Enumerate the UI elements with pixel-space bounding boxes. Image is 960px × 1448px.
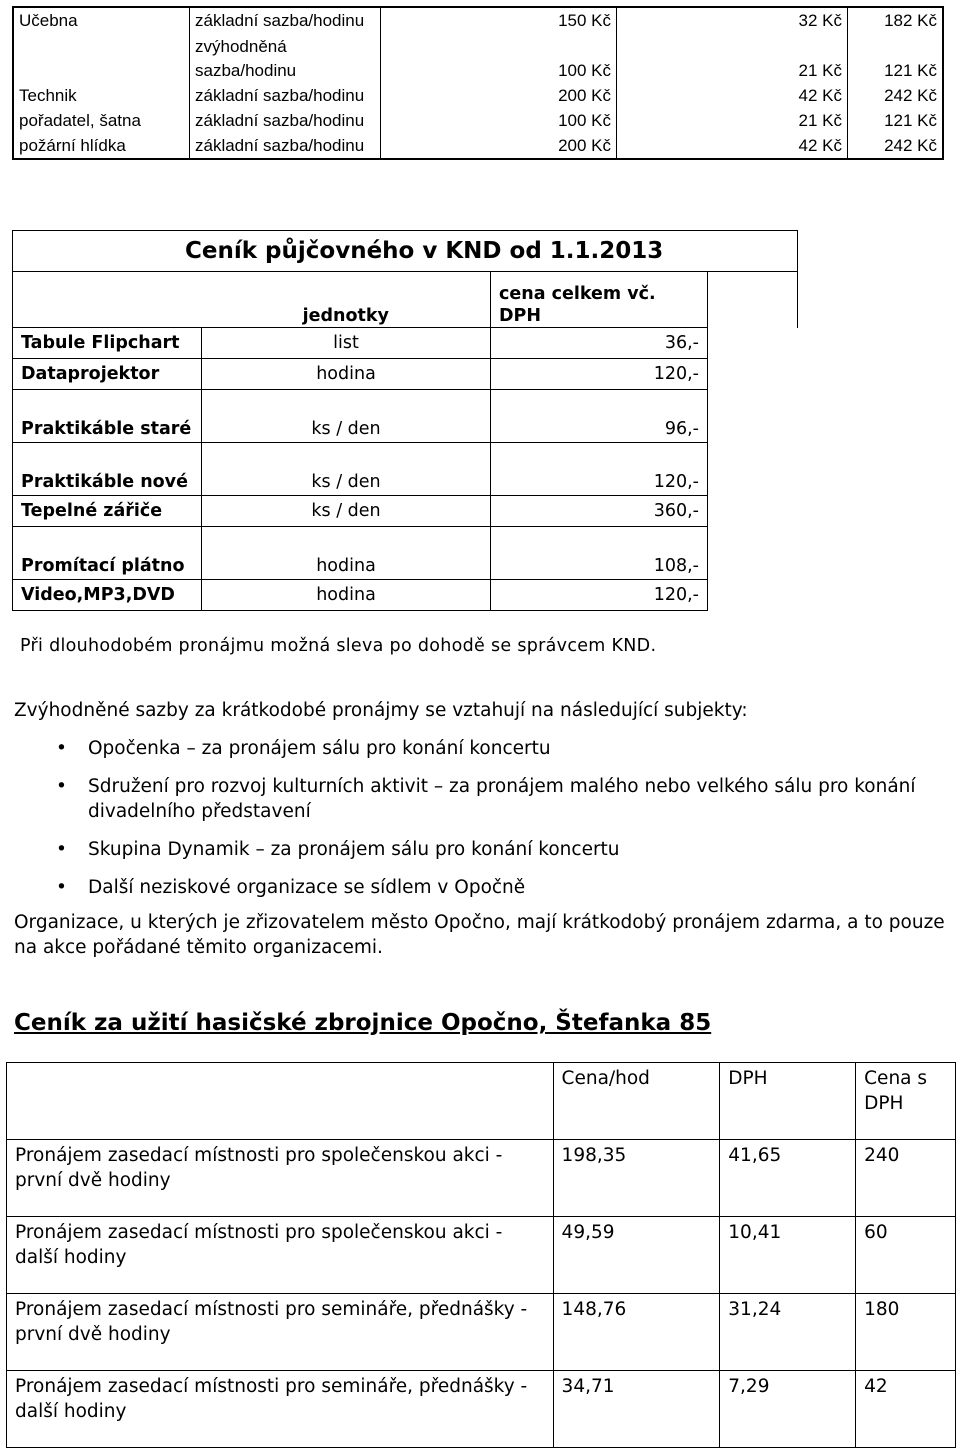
rate-subject: požární hlídka	[13, 133, 190, 159]
rental-item: Praktikáble nové	[13, 443, 202, 496]
rental-item: Tepelné zářiče	[13, 496, 202, 527]
price-per-hour-header: Cena/hod	[553, 1063, 720, 1140]
fire-station-total: 42	[856, 1371, 956, 1448]
fire-station-price: 148,76	[553, 1294, 720, 1371]
table-row	[13, 108, 943, 133]
rate-subject: pořadatel, šatna	[13, 108, 190, 133]
table-row	[13, 443, 798, 496]
fire-station-total: 240	[856, 1140, 956, 1217]
rental-unit: ks / den	[202, 390, 491, 443]
rate-total: 242 Kč	[884, 136, 937, 155]
rate-base: 200 Kč	[381, 133, 617, 159]
rate-base: 100 Kč	[381, 33, 617, 83]
rate-vat: 42 Kč	[617, 83, 848, 108]
table-row	[7, 1294, 956, 1371]
table-row	[13, 527, 798, 580]
rate-total: 242 Kč	[884, 86, 937, 105]
fire-station-item: Pronájem zasedací místnosti pro společenskou akci - další hodiny	[7, 1217, 554, 1294]
fire-station-title: Ceník za užití hasičské zbrojnice Opočno, Štefanka 85	[14, 1010, 712, 1036]
fire-station-item: Pronájem zasedací místnosti pro společenskou akci - první dvě hodiny	[7, 1140, 554, 1217]
fire-station-item: Pronájem zasedací místnosti pro semináře, přednášky - první dvě hodiny	[7, 1294, 554, 1371]
table-row	[7, 1140, 956, 1217]
rate-total: 182 Kč	[884, 11, 937, 30]
fire-station-item: Pronájem zasedací místnosti pro semináře, přednášky - další hodiny	[7, 1371, 554, 1448]
price-header: cena celkem vč. DPH	[491, 272, 708, 328]
bullet-icon: •	[56, 839, 67, 860]
vat-header: DPH	[720, 1063, 856, 1140]
table-row	[13, 7, 943, 33]
table-row	[13, 328, 798, 359]
fire-station-price: 49,59	[553, 1217, 720, 1294]
rental-table-header	[13, 272, 798, 328]
rate-type: základní sazba/hodinu	[190, 83, 381, 108]
table-row	[13, 133, 943, 159]
fire-station-vat: 41,65	[720, 1140, 856, 1217]
rate-total: 121 Kč	[884, 111, 937, 130]
fire-station-table	[6, 1062, 956, 1448]
fire-station-price: 198,35	[553, 1140, 720, 1217]
table-row	[13, 359, 798, 390]
rental-table-title: Ceník půjčovného v KND od 1.1.2013	[13, 231, 798, 272]
rate-vat: 21 Kč	[617, 108, 848, 133]
rental-item: Tabule Flipchart	[13, 328, 202, 359]
list-item: • Skupina Dynamik – za pronájem sálu pro konání koncertu	[56, 839, 620, 860]
rental-unit: ks / den	[202, 443, 491, 496]
bullet-icon: •	[56, 877, 67, 898]
rate-total: 121 Kč	[884, 61, 937, 80]
rental-unit: hodina	[202, 359, 491, 390]
fire-station-vat: 7,29	[720, 1371, 856, 1448]
rental-item: Video,MP3,DVD	[13, 580, 202, 611]
bullet-icon: •	[56, 776, 67, 797]
fire-station-vat: 31,24	[720, 1294, 856, 1371]
fire-station-header	[7, 1063, 956, 1140]
fire-station-vat: 10,41	[720, 1217, 856, 1294]
rate-subject	[13, 33, 190, 83]
rental-unit: ks / den	[202, 496, 491, 527]
list-item: • Další neziskové organizace se sídlem v Opočně	[56, 877, 526, 898]
rental-price: 108,-	[491, 527, 708, 580]
subjects-list	[0, 736, 930, 913]
fire-station-total: 60	[856, 1217, 956, 1294]
rental-note: Při dlouhodobém pronájmu možná sleva po dohodě se správcem KND.	[20, 636, 657, 656]
rate-base: 200 Kč	[381, 83, 617, 108]
rate-base: 150 Kč	[381, 7, 617, 33]
rate-type: základní sazba/hodinu	[190, 7, 381, 33]
rental-unit: hodina	[202, 580, 491, 611]
rental-price: 36,-	[491, 328, 708, 359]
price-with-vat-header: Cena s DPH	[856, 1063, 956, 1140]
rental-item: Dataprojektor	[13, 359, 202, 390]
rate-subject: Technik	[13, 83, 190, 108]
rate-type: základní sazba/hodinu	[190, 108, 381, 133]
bullet-icon: •	[56, 738, 67, 759]
list-item: • Opočenka – za pronájem sálu pro konání koncertu	[56, 738, 551, 759]
rate-subject: Učebna	[13, 7, 190, 33]
fire-station-price: 34,71	[553, 1371, 720, 1448]
table-row	[7, 1371, 956, 1448]
rate-vat: 42 Kč	[617, 133, 848, 159]
table-row	[13, 496, 798, 527]
rate-type: zvýhodněná sazba/hodinu	[190, 33, 381, 83]
table-row	[13, 83, 943, 108]
rental-item: Promítací plátno	[13, 527, 202, 580]
units-header: jednotky	[202, 272, 491, 328]
organizations-note: Organizace, u kterých je zřizovatelem město Opočno, mají krátkodobý pronájem zdarma, a to pouze na akce pořádané těmito organizacemi.	[14, 912, 945, 958]
rental-unit: hodina	[202, 527, 491, 580]
rate-base: 100 Kč	[381, 108, 617, 133]
table-row	[13, 580, 798, 611]
rate-type: základní sazba/hodinu	[190, 133, 381, 159]
rental-price: 120,-	[491, 359, 708, 390]
rental-price: 96,-	[491, 390, 708, 443]
list-item: • Sdružení pro rozvoj kulturních aktivit – za pronájem malého nebo velkého sálu pro konání divadelního představení	[56, 776, 916, 822]
table-row	[13, 390, 798, 443]
rate-vat: 21 Kč	[617, 33, 848, 83]
rates-table	[12, 6, 944, 160]
subjects-intro: Zvýhodněné sazby za krátkodobé pronájmy se vztahují na následující subjekty:	[14, 700, 748, 721]
rental-price: 120,-	[491, 580, 708, 611]
table-row	[7, 1217, 956, 1294]
rental-price: 360,-	[491, 496, 708, 527]
rental-price: 120,-	[491, 443, 708, 496]
table-row	[13, 33, 943, 83]
rental-table	[12, 230, 798, 611]
rental-item: Praktikáble staré	[13, 390, 202, 443]
fire-station-total: 180	[856, 1294, 956, 1371]
rental-unit: list	[202, 328, 491, 359]
rate-vat: 32 Kč	[617, 7, 848, 33]
